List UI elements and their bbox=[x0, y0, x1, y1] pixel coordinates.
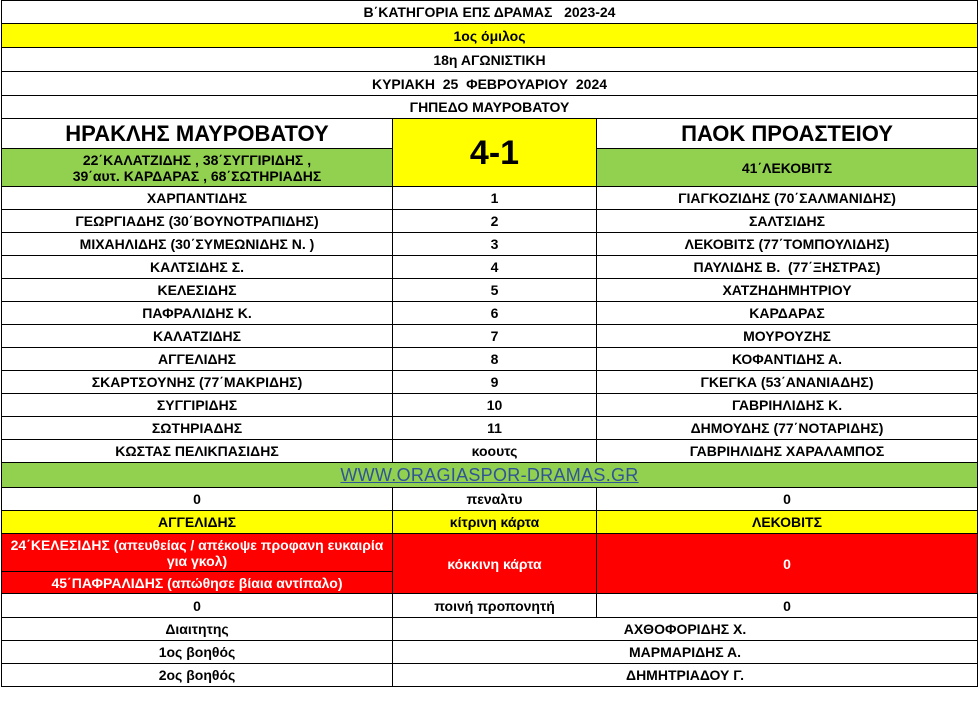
coach-penalty-label: ποινή προπονητή bbox=[393, 594, 597, 618]
home-player: ΚΑΛΑΤΖΙΔΗΣ bbox=[2, 325, 393, 348]
official-name: ΔΗΜΗΤΡΙΑΔΟΥ Γ. bbox=[393, 664, 978, 687]
away-player: ΚΟΦΑΝΤΙΔΗΣ Α. bbox=[597, 348, 978, 371]
away-player: ΠΑΥΛΙΔΗΣ Β. (77΄ΞΗΣΤΡΑΣ) bbox=[597, 256, 978, 279]
round-title: 18η ΑΓΩΝΙΣΤΙΚΗ bbox=[2, 48, 978, 72]
shirt-number: 7 bbox=[393, 325, 597, 348]
coach-row bbox=[2, 440, 978, 463]
shirt-number: 11 bbox=[393, 417, 597, 440]
lineup-row bbox=[2, 187, 978, 210]
lineup-row bbox=[2, 210, 978, 233]
league-row bbox=[2, 1, 978, 24]
home-goal-scorers bbox=[2, 149, 393, 187]
home-coach-penalty: 0 bbox=[2, 594, 393, 618]
official-role: 1ος βοηθός bbox=[2, 641, 393, 664]
away-player: ΓΙΑΓΚΟΖΙΔΗΣ (70΄ΣΑΛΜΑΝΙΔΗΣ) bbox=[597, 187, 978, 210]
round-row bbox=[2, 48, 978, 72]
away-player: ΓΑΒΡΙΗΛΙΔΗΣ Κ. bbox=[597, 394, 978, 417]
shirt-number: 8 bbox=[393, 348, 597, 371]
shirt-number: 6 bbox=[393, 302, 597, 325]
home-yellow-card: ΑΓΓΕΛΙΔΗΣ bbox=[2, 511, 393, 534]
lineup-row bbox=[2, 417, 978, 440]
home-player: ΣΚΑΡΤΣΟΥΝΗΣ (77΄ΜΑΚΡΙΔΗΣ) bbox=[2, 371, 393, 394]
away-team-name: ΠΑΟΚ ΠΡΟΑΣΤΕΙΟΥ bbox=[597, 119, 978, 149]
home-team-name: ΗΡΑΚΛΗΣ ΜΑΥΡΟΒΑΤΟΥ bbox=[2, 119, 393, 149]
final-score: 4-1 bbox=[393, 119, 597, 187]
match-date: ΚΥΡΙΑΚΗ 25 ΦΕΒΡΟΥΑΡΙΟΥ 2024 bbox=[2, 72, 978, 96]
home-player: ΠΑΦΡΑΛΙΔΗΣ Κ. bbox=[2, 302, 393, 325]
date-row bbox=[2, 72, 978, 96]
yellow-card-row bbox=[2, 511, 978, 534]
away-goal-scorers: 41΄ΛΕΚΟΒΙΤΣ bbox=[597, 149, 978, 187]
official-name: ΜΑΡΜΑΡΙΔΗΣ Α. bbox=[393, 641, 978, 664]
lineup-row bbox=[2, 256, 978, 279]
home-red-card-2: 45΄ΠΑΦΡΑΛΙΔΗΣ (απώθησε βίαια αντίπαλο) bbox=[2, 572, 393, 594]
away-player: ΔΗΜΟΥΔΗΣ (77΄ΝΟΤΑΡΙΔΗΣ) bbox=[597, 417, 978, 440]
yellow-card-label: κίτρινη κάρτα bbox=[393, 511, 597, 534]
away-player: ΧΑΤΖΗΔΗΜΗΤΡΙΟΥ bbox=[597, 279, 978, 302]
shirt-number: 9 bbox=[393, 371, 597, 394]
home-goals-line-1: 22΄ΚΑΛΑΤΖΙΔΗΣ , 38΄ΣΥΓΓΙΡΙΔΗΣ , bbox=[82, 151, 312, 168]
lineup bbox=[2, 187, 978, 440]
shirt-number: 2 bbox=[393, 210, 597, 233]
stadium-name: ΓΗΠΕΔΟ ΜΑΥΡΟΒΑΤΟΥ bbox=[2, 96, 978, 119]
away-player: ΣΑΛΤΣΙΔΗΣ bbox=[597, 210, 978, 233]
group-title: 1ος όμιλος bbox=[2, 24, 978, 48]
away-coach: ΓΑΒΡΙΗΛΙΔΗΣ ΧΑΡΑΛΑΜΠΟΣ bbox=[597, 440, 978, 463]
official-role: Διαιτητης bbox=[2, 618, 393, 641]
away-player: ΚΑΡΔΑΡΑΣ bbox=[597, 302, 978, 325]
match-report-table bbox=[1, 0, 978, 687]
home-player: ΧΑΡΠΑΝΤΙΔΗΣ bbox=[2, 187, 393, 210]
group-row bbox=[2, 24, 978, 48]
stadium-row bbox=[2, 96, 978, 119]
red-card-row-1 bbox=[2, 534, 978, 572]
lineup-row bbox=[2, 233, 978, 256]
home-penalty: 0 bbox=[2, 488, 393, 511]
shirt-number: 10 bbox=[393, 394, 597, 417]
website-row bbox=[2, 463, 978, 488]
coach-label: κοουτς bbox=[393, 440, 597, 463]
home-coach: ΚΩΣΤΑΣ ΠΕΛΙΚΠΑΣΙΔΗΣ bbox=[2, 440, 393, 463]
official-role: 2ος βοηθός bbox=[2, 664, 393, 687]
lineup-row bbox=[2, 325, 978, 348]
website-link[interactable]: WWW.ORAGIASPOR-DRAMAS.GR bbox=[340, 464, 639, 485]
away-yellow-card: ΛΕΚΟΒΙΤΣ bbox=[597, 511, 978, 534]
league-title: Β΄ΚΑΤΗΓΟΡΙΑ ΕΠΣ ΔΡΑΜΑΣ 2023-24 bbox=[2, 1, 978, 24]
coach-penalty-row bbox=[2, 594, 978, 618]
home-player: ΑΓΓΕΛΙΔΗΣ bbox=[2, 348, 393, 371]
teams-row bbox=[2, 119, 978, 149]
shirt-number: 5 bbox=[393, 279, 597, 302]
away-coach-penalty: 0 bbox=[597, 594, 978, 618]
lineup-row bbox=[2, 279, 978, 302]
red-card-label: κόκκινη κάρτα bbox=[393, 534, 597, 594]
official-row bbox=[2, 641, 978, 664]
official-row bbox=[2, 664, 978, 687]
home-player: ΚΑΛΤΣΙΔΗΣ Σ. bbox=[2, 256, 393, 279]
away-player: ΓΚΕΓΚΑ (53΄ΑΝΑΝΙΑΔΗΣ) bbox=[597, 371, 978, 394]
officials bbox=[2, 618, 978, 687]
penalty-row bbox=[2, 488, 978, 511]
lineup-row bbox=[2, 371, 978, 394]
home-goals-line-2: 39΄αυτ. ΚΑΡΔΑΡΑΣ , 68΄ΣΩΤΗΡΙΑΔΗΣ bbox=[72, 167, 322, 184]
shirt-number: 1 bbox=[393, 187, 597, 210]
official-name: ΑΧΘΟΦΟΡΙΔΗΣ Χ. bbox=[393, 618, 978, 641]
lineup-row bbox=[2, 302, 978, 325]
away-player: ΜΟΥΡΟΥΖΗΣ bbox=[597, 325, 978, 348]
home-red-card-1: 24΄ΚΕΛΕΣΙΔΗΣ (απευθείας / απέκοψε προφανη ευκαιρία για γκολ) bbox=[2, 534, 393, 572]
shirt-number: 4 bbox=[393, 256, 597, 279]
home-player: ΣΥΓΓΙΡΙΔΗΣ bbox=[2, 394, 393, 417]
away-red-card: 0 bbox=[597, 534, 978, 594]
lineup-row bbox=[2, 348, 978, 371]
home-player: ΓΕΩΡΓΙΑΔΗΣ (30΄ΒΟΥΝΟΤΡΑΠΙΔΗΣ) bbox=[2, 210, 393, 233]
away-penalty: 0 bbox=[597, 488, 978, 511]
lineup-row bbox=[2, 394, 978, 417]
home-player: ΣΩΤΗΡΙΑΔΗΣ bbox=[2, 417, 393, 440]
home-player: ΚΕΛΕΣΙΔΗΣ bbox=[2, 279, 393, 302]
away-player: ΛΕΚΟΒΙΤΣ (77΄ΤΟΜΠΟΥΛΙΔΗΣ) bbox=[597, 233, 978, 256]
penalty-label: πεναλτυ bbox=[393, 488, 597, 511]
shirt-number: 3 bbox=[393, 233, 597, 256]
home-player: ΜΙΧΑΗΛΙΔΗΣ (30΄ΣΥΜΕΩΝΙΔΗΣ Ν. ) bbox=[2, 233, 393, 256]
official-row bbox=[2, 618, 978, 641]
